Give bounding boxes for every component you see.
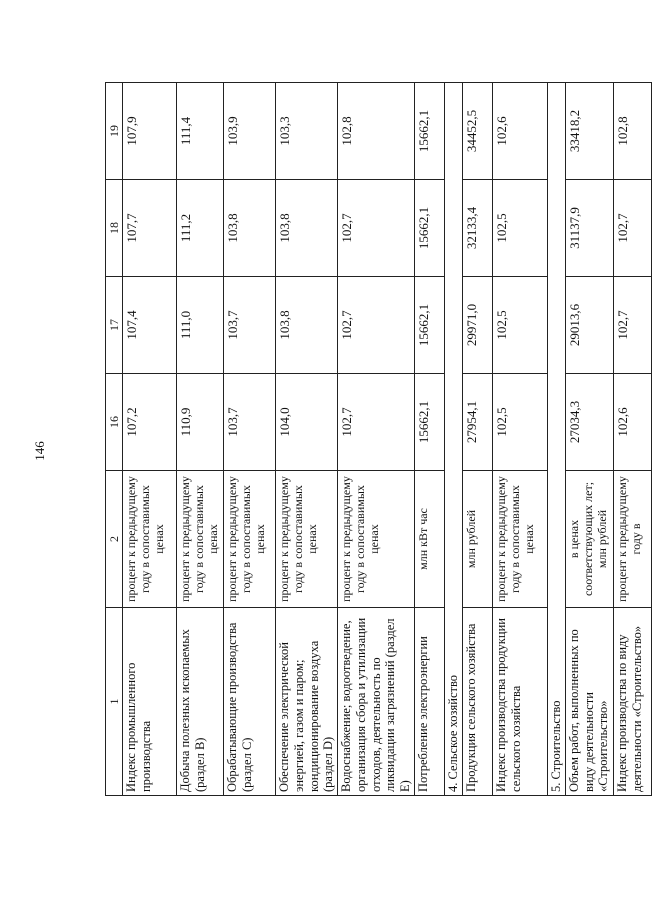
value-cell: 31137,9 bbox=[565, 180, 613, 277]
unit-cell: процент к предыдущему году в сопоставимых ценах bbox=[224, 471, 276, 608]
unit-cell: процент к предыдущему году в bbox=[613, 471, 651, 608]
indicator-name: Объем работ, выполненных по виду деятельности «Строительство» bbox=[565, 608, 613, 796]
value-cell: 104,0 bbox=[276, 374, 338, 471]
table-row bbox=[224, 83, 276, 796]
table-row bbox=[177, 83, 224, 796]
value-cell: 102,8 bbox=[338, 83, 415, 180]
indicator-name: Индекс промышленного производства bbox=[123, 608, 177, 796]
indicator-name: Индекс производства продукции сельского хозяйства bbox=[492, 608, 547, 796]
unit-cell: млн рублей bbox=[462, 471, 492, 608]
value-cell: 102,7 bbox=[338, 374, 415, 471]
header-cell: 16 bbox=[106, 374, 123, 471]
value-cell: 27034,3 bbox=[565, 374, 613, 471]
value-cell: 103,8 bbox=[224, 180, 276, 277]
header-cell: 19 bbox=[106, 83, 123, 180]
value-cell: 102,5 bbox=[492, 374, 547, 471]
value-cell: 102,5 bbox=[492, 277, 547, 374]
value-cell: 102,6 bbox=[613, 374, 651, 471]
value-cell: 110,9 bbox=[177, 374, 224, 471]
table-row bbox=[123, 83, 177, 796]
value-cell: 29971,0 bbox=[462, 277, 492, 374]
value-cell: 103,8 bbox=[276, 180, 338, 277]
value-cell: 15662,1 bbox=[414, 277, 444, 374]
section-title: 5. Строительство bbox=[547, 83, 565, 796]
indicator-name: Водоснабжение; водоотведение, организация сбора и утилизации отходов, деятельность по ликвидации загрязнений (раздел Е) bbox=[338, 608, 415, 796]
value-cell: 15662,1 bbox=[414, 180, 444, 277]
value-cell: 111,2 bbox=[177, 180, 224, 277]
indicator-name: Добыча полезных ископаемых (раздел В) bbox=[177, 608, 224, 796]
header-cell: 17 bbox=[106, 277, 123, 374]
unit-cell: процент к предыдущему году в сопоставимых ценах bbox=[492, 471, 547, 608]
value-cell: 107,2 bbox=[123, 374, 177, 471]
table-header-row bbox=[106, 83, 123, 796]
value-cell: 15662,1 bbox=[414, 374, 444, 471]
value-cell: 103,9 bbox=[224, 83, 276, 180]
indicator-name: Потребление электроэнергии bbox=[414, 608, 444, 796]
value-cell: 102,7 bbox=[613, 180, 651, 277]
value-cell: 34452,5 bbox=[462, 83, 492, 180]
table-row bbox=[492, 83, 547, 796]
value-cell: 102,7 bbox=[338, 277, 415, 374]
value-cell: 103,7 bbox=[224, 374, 276, 471]
indicator-name: Продукция сельского хозяйства bbox=[462, 608, 492, 796]
unit-cell: процент к предыдущему году в сопоставимых ценах bbox=[177, 471, 224, 608]
value-cell: 107,9 bbox=[123, 83, 177, 180]
indicator-name: Обрабатывающие производства (раздел С) bbox=[224, 608, 276, 796]
value-cell: 103,3 bbox=[276, 83, 338, 180]
value-cell: 111,4 bbox=[177, 83, 224, 180]
section-row bbox=[444, 83, 462, 796]
value-cell: 32133,4 bbox=[462, 180, 492, 277]
table-row bbox=[462, 83, 492, 796]
value-cell: 102,8 bbox=[613, 83, 651, 180]
unit-cell: процент к предыдущему году в сопоставимых ценах bbox=[123, 471, 177, 608]
value-cell: 103,8 bbox=[276, 277, 338, 374]
table-row bbox=[276, 83, 338, 796]
value-cell: 102,7 bbox=[338, 180, 415, 277]
section-title: 4. Сельское хозяйство bbox=[444, 83, 462, 796]
value-cell: 107,7 bbox=[123, 180, 177, 277]
table-row bbox=[613, 83, 651, 796]
value-cell: 29013,6 bbox=[565, 277, 613, 374]
rotated-table-container bbox=[105, 83, 644, 796]
value-cell: 103,7 bbox=[224, 277, 276, 374]
value-cell: 111,0 bbox=[177, 277, 224, 374]
unit-cell: в ценах соответствующих лет; млн рублей bbox=[565, 471, 613, 608]
value-cell: 102,6 bbox=[492, 83, 547, 180]
section-row bbox=[547, 83, 565, 796]
page-number: 146 bbox=[32, 441, 47, 461]
value-cell: 102,5 bbox=[492, 180, 547, 277]
table-row bbox=[338, 83, 415, 796]
value-cell: 15662,1 bbox=[414, 83, 444, 180]
value-cell: 107,4 bbox=[123, 277, 177, 374]
value-cell: 33418,2 bbox=[565, 83, 613, 180]
value-cell: 102,7 bbox=[613, 277, 651, 374]
indicator-name: Индекс производства по виду деятельности «Строительство» bbox=[613, 608, 651, 796]
header-cell: 18 bbox=[106, 180, 123, 277]
table-row bbox=[414, 83, 444, 796]
header-cell: 1 bbox=[106, 608, 123, 796]
statistics-table bbox=[105, 82, 652, 796]
unit-cell: млн кВт час bbox=[414, 471, 444, 608]
header-cell: 2 bbox=[106, 471, 123, 608]
indicator-name: Обеспечение электрической энергией, газом и паром; кондиционирование воздуха (раздел D) bbox=[276, 608, 338, 796]
value-cell: 27954,1 bbox=[462, 374, 492, 471]
unit-cell: процент к предыдущему году в сопоставимых ценах bbox=[276, 471, 338, 608]
unit-cell: процент к предыдущему году в сопоставимых ценах bbox=[338, 471, 415, 608]
table-row bbox=[565, 83, 613, 796]
